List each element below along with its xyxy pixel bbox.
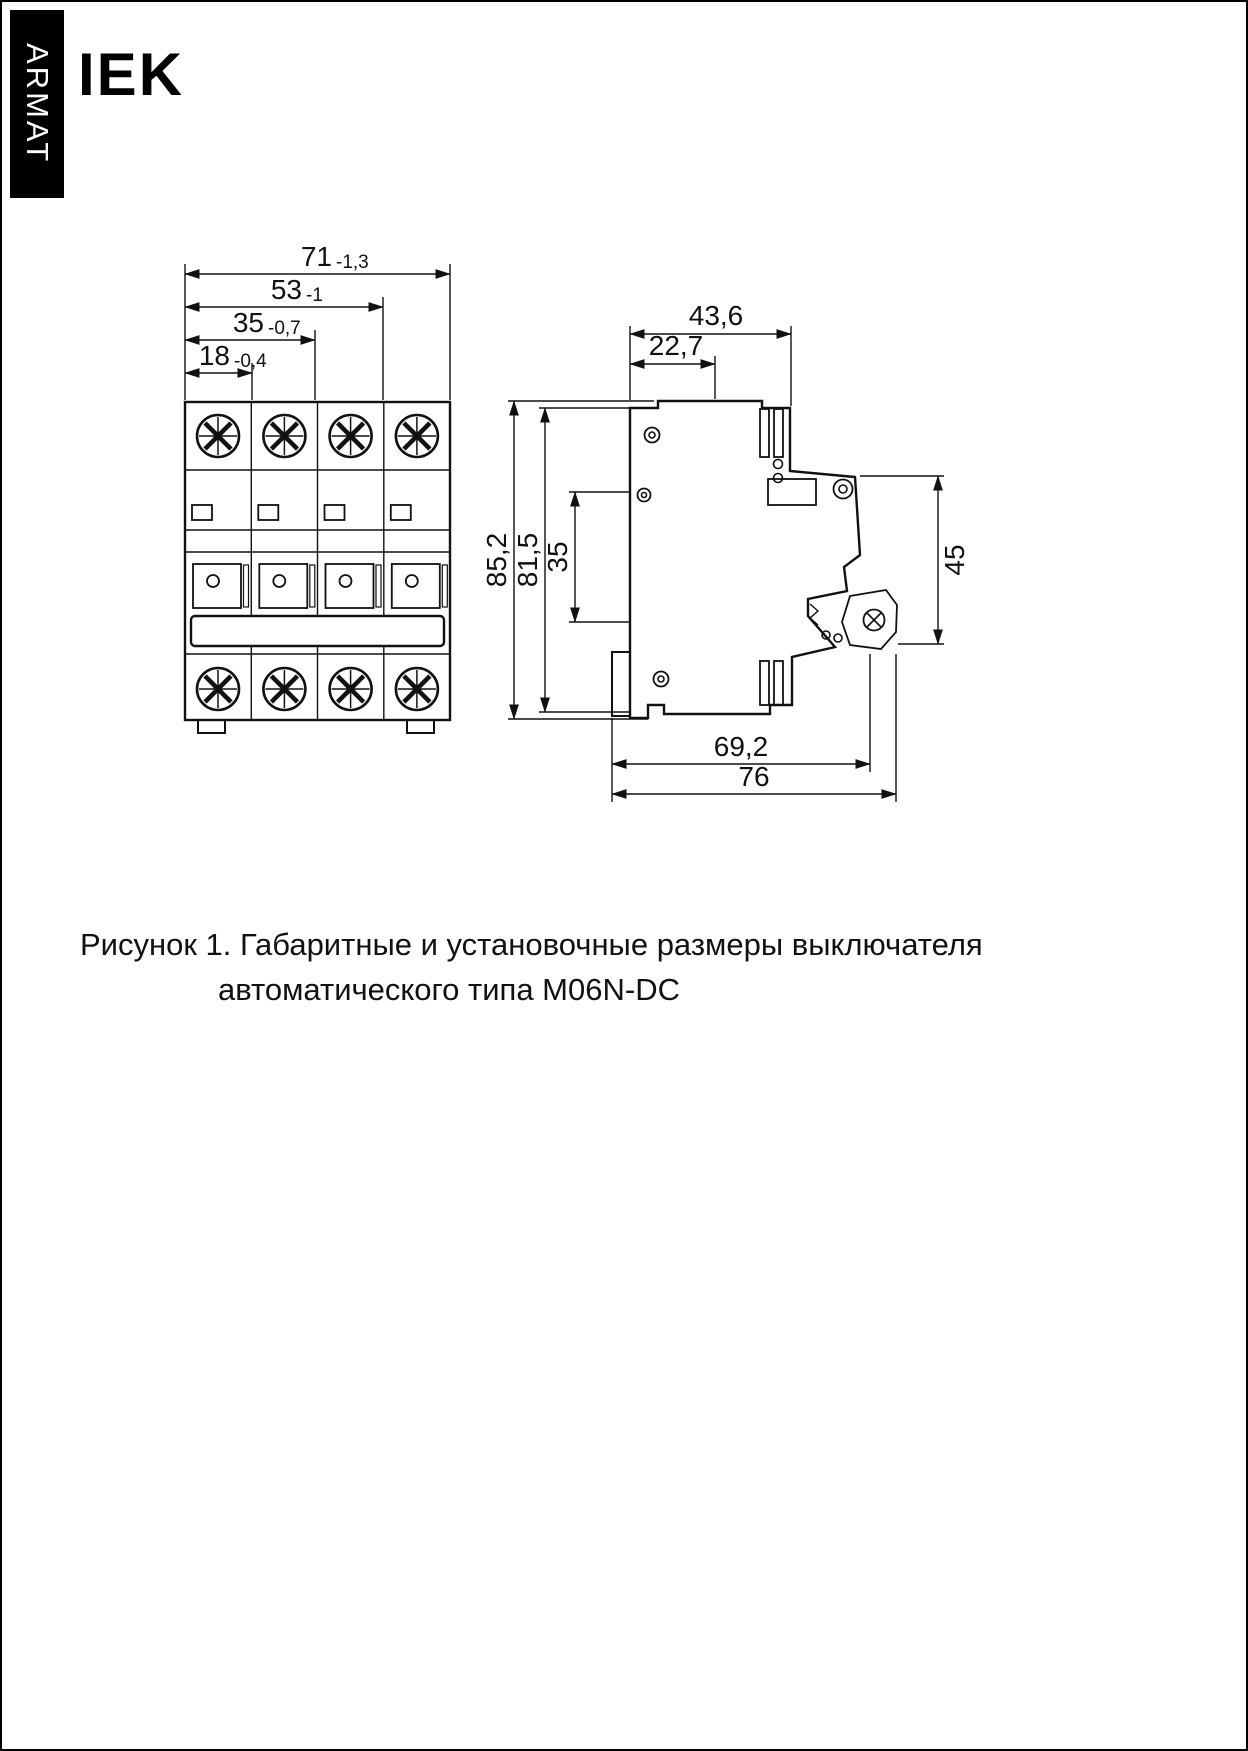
dim-side-bottom-inner: 69,2: [713, 731, 769, 762]
side-view-dimensions: [508, 326, 944, 802]
front-view-dimensions: [185, 264, 450, 400]
caption-line-1: Рисунок 1. Габаритные и установочные размеры выключателя: [80, 927, 983, 962]
dim-front-71-tolerance: -1,3: [336, 252, 369, 273]
brand-sidebar-label: ARMAT: [20, 43, 55, 165]
dim-front-53-tolerance: -1: [306, 285, 323, 306]
dim-front-18-value: 18: [198, 340, 230, 371]
dim-front-53-value: 53: [270, 274, 302, 305]
dim-side-height-overall: 85,2: [481, 532, 512, 588]
figure-caption: [80, 922, 983, 1012]
dim-side-top-outer: 43,6: [688, 300, 744, 331]
technical-drawing-svg: [2, 2, 1248, 1062]
side-view-dimension-labels: [481, 300, 970, 792]
dim-side-front-face: 35: [542, 541, 573, 573]
dim-side-top-inner: 22,7: [648, 330, 704, 361]
dim-side-height-body: 81,5: [512, 532, 543, 588]
front-view-dimension-labels: [199, 241, 369, 372]
dim-side-bottom-overall: 76: [738, 761, 770, 792]
dim-front-71-value: 71: [300, 241, 332, 272]
dim-front-18-tolerance: -0,4: [234, 351, 267, 372]
dim-front-35-tolerance: -0,7: [268, 318, 301, 339]
caption-line-2: автоматического типа M06N-DC: [218, 972, 680, 1007]
dim-side-right-height: 45: [939, 544, 970, 576]
brand-sidebar: [10, 10, 64, 198]
brand-logo: IEK: [78, 41, 185, 108]
side-view-drawing: [612, 401, 897, 718]
dim-front-35-value: 35: [232, 307, 264, 338]
front-view-drawing: [185, 402, 450, 733]
